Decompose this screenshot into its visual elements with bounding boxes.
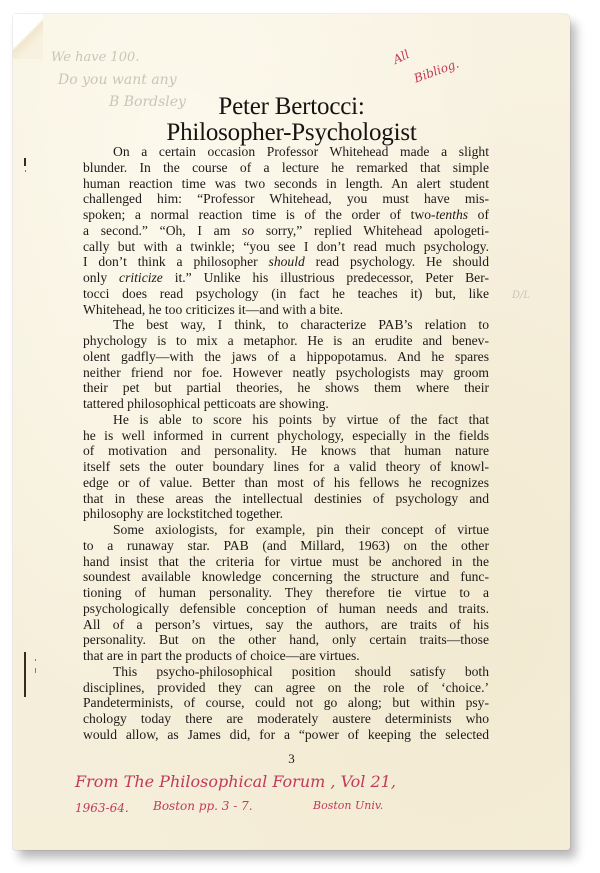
margin-mark xyxy=(24,652,26,697)
text-line: that are in part the products of choice—are virtues. xyxy=(83,648,360,663)
text-line: neither friend nor foe. However neatly psychologists may groom xyxy=(83,364,489,380)
text-line: The best way, I think, to characterize PAB’s relation to xyxy=(113,317,489,333)
pencil-note: B Bordsley xyxy=(109,94,186,110)
text-line: chology today there are moderately austere determinists who xyxy=(83,711,489,726)
text-line: Some axiologists, for example, pin their concept of virtue xyxy=(113,522,489,537)
text-line: cally but with a twinkle; “you see I don’t read much psychology. xyxy=(83,238,489,254)
text-line: he is well informed in current phychology, especially in the fields xyxy=(83,427,489,443)
margin-mark xyxy=(25,170,26,172)
red-citation-publisher: Boston Univ. xyxy=(313,799,384,812)
text-line: to a runaway star. PAB (and Millard, 1963) on the other xyxy=(83,537,489,553)
text-line: spoken; a normal reaction time is of the order of two-tenths of xyxy=(83,207,489,222)
article-title-line-1: Peter Bertocci: xyxy=(218,93,365,120)
text-line: hand insist that the criteria for virtue must be anchored in the xyxy=(83,553,489,569)
pencil-note: We have 100. xyxy=(51,50,140,65)
red-citation-pages: Boston pp. 3 - 7. xyxy=(153,799,253,813)
text-line: personality. But on the other hand, only certain traits—those xyxy=(83,632,489,648)
text-line: Pandeterminists, of course, could not go along; but within psy- xyxy=(83,695,489,711)
text-line: He is able to score his points by virtue of the fact that xyxy=(113,411,489,427)
red-citation-year: 1963-64. xyxy=(75,801,129,815)
text-line: of motivation and personality. He knows that human nature xyxy=(83,443,489,459)
text-line: Whitehead, he too criticizes it—and with a bite. xyxy=(83,301,344,317)
text-line: philosophy are lockstitched together. xyxy=(83,506,284,522)
margin-mark xyxy=(24,158,26,166)
text-line: edge or of value. Better than most of his fellows he recognizes xyxy=(83,474,489,490)
text-line: On a certain occasion Professor Whitehead made a slight xyxy=(113,144,489,159)
text-line: phychology is to mix a metaphor. He is an erudite and benev- xyxy=(83,333,489,348)
text-line: psychologically defensible conception of human needs and traits. xyxy=(83,600,489,616)
pencil-note: Do you want any xyxy=(58,72,177,88)
margin-mark xyxy=(35,659,36,661)
margin-mark xyxy=(35,668,36,673)
text-line: that in these areas the intellectual destinies of psychology and xyxy=(83,490,489,506)
text-line: itself sets the outer boundary lines for a valid theory of knowl- xyxy=(83,459,489,474)
text-line: a second.” “Oh, I am so sorry,” replied Whitehead apologeti- xyxy=(83,222,489,238)
text-line: disciplines, provided they can agree on the role of ‘choice.’ xyxy=(83,679,489,695)
text-line: I don’t think a philosopher should read psychology. He should xyxy=(83,254,489,270)
red-note: All xyxy=(390,47,412,67)
folded-corner xyxy=(13,14,43,59)
emphasized-word: should xyxy=(268,254,305,270)
text-line: human reaction time was two seconds in length. An alert student xyxy=(83,175,489,191)
emphasized-word: so xyxy=(242,222,255,238)
article-body xyxy=(83,144,489,743)
text-line: their pet but partial theories, he shows them where their xyxy=(83,380,489,396)
text-line: tattered philosophical petticoats are showing. xyxy=(83,396,329,411)
article-title-line-2: Philosopher-Psychologist xyxy=(166,119,417,146)
text-line: challenged him: “Professor Whitehead, you must have mis- xyxy=(83,191,489,207)
text-line: This psycho-philosophical position should satisfy both xyxy=(113,663,489,679)
page-number: 3 xyxy=(288,751,295,766)
pencil-margin-note: D/L xyxy=(512,290,531,301)
text-line: All of a person’s virtues, say the authors, are traits of his xyxy=(83,616,489,632)
red-citation-line-1: From The Philosophical Forum , Vol 21, xyxy=(75,772,396,791)
text-line: only criticize it.” Unlike his illustrious predecessor, Peter Ber- xyxy=(83,270,489,285)
text-line: would allow, as James did, for a “power of keeping the selected xyxy=(83,726,489,742)
text-line: olent gadfly—with the jaws of a hippopotamus. And he spares xyxy=(83,348,489,364)
text-line: tioning of human personality. They therefore tie virtue to a xyxy=(83,585,489,600)
document-page xyxy=(13,14,570,850)
red-note: Bibliog. xyxy=(412,56,461,86)
text-line: blunder. In the course of a lecture he remarked that simple xyxy=(83,159,489,175)
emphasized-word: tenths xyxy=(435,207,469,222)
text-line: tocci does read psychology (in fact he teaches it) but, like xyxy=(83,285,489,301)
text-line: soundest available knowledge concerning the structure and func- xyxy=(83,569,489,585)
emphasized-word: criticize xyxy=(119,270,163,285)
